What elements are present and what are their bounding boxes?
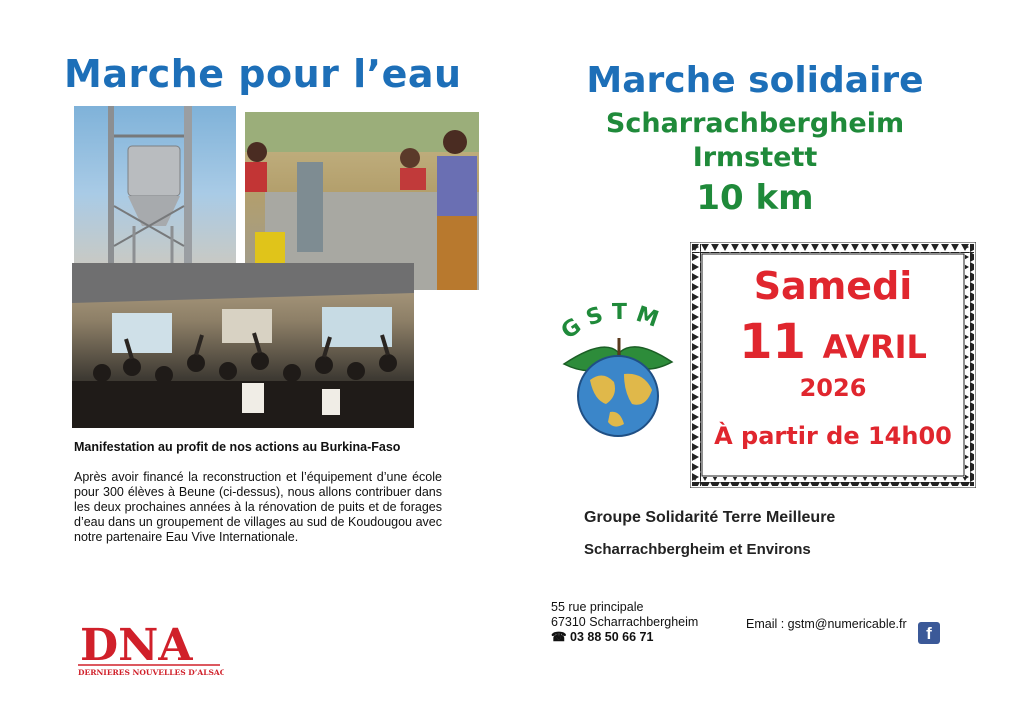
gstm-logo-text: G S T M xyxy=(556,300,662,345)
event-start-time: À partir de 14h00 xyxy=(714,422,952,450)
caption-body: Après avoir financé la reconstruction et l’équipement d’une école pour 300 élèves à Beune (ci-dessus), nous allons contribuer dans les deux prochaines années à la rénovation de puits et de forages d’eau dans un groupement de villages au sud de Koudougou avec notre partenaire Eau Vive Internationale. xyxy=(74,470,442,544)
event-day: Samedi xyxy=(753,264,913,308)
right-title: Marche solidaire xyxy=(586,60,924,101)
dna-logo-text: DNA xyxy=(80,620,193,671)
address-street: 55 rue principale xyxy=(551,600,644,614)
svg-text:G S T M xyxy=(557,300,662,344)
route-to: Irmstett xyxy=(692,142,818,173)
event-date-month: AVRIL xyxy=(822,328,927,366)
caption-title: Manifestation au profit de nos actions au Burkina-Faso xyxy=(74,440,401,454)
classroom-photo xyxy=(72,263,414,428)
event-year: 2026 xyxy=(799,374,867,402)
dna-logo xyxy=(74,620,224,682)
distance: 10 km xyxy=(696,178,814,218)
left-title: Marche pour l’eau xyxy=(64,52,462,96)
email-address[interactable]: Email : gstm@numericable.fr xyxy=(746,617,907,631)
date-box xyxy=(690,242,976,488)
event-date-number: 11 xyxy=(739,314,806,370)
facebook-icon[interactable]: f xyxy=(918,622,940,644)
route-from: Scharrachbergheim xyxy=(605,108,905,139)
organization-subtitle: Scharrachbergheim et Environs xyxy=(584,541,811,558)
dna-logo-subtitle: DERNIERES NOUVELLES D’ALSACE xyxy=(78,668,224,677)
organization-name: Groupe Solidarité Terre Meilleure xyxy=(584,509,836,526)
gstm-logo xyxy=(548,300,688,440)
event-date xyxy=(703,314,963,370)
water-tower-photo xyxy=(74,106,236,266)
phone-number: ☎ 03 88 50 66 71 xyxy=(551,630,654,644)
address-city: 67310 Scharrachbergheim xyxy=(551,615,699,629)
